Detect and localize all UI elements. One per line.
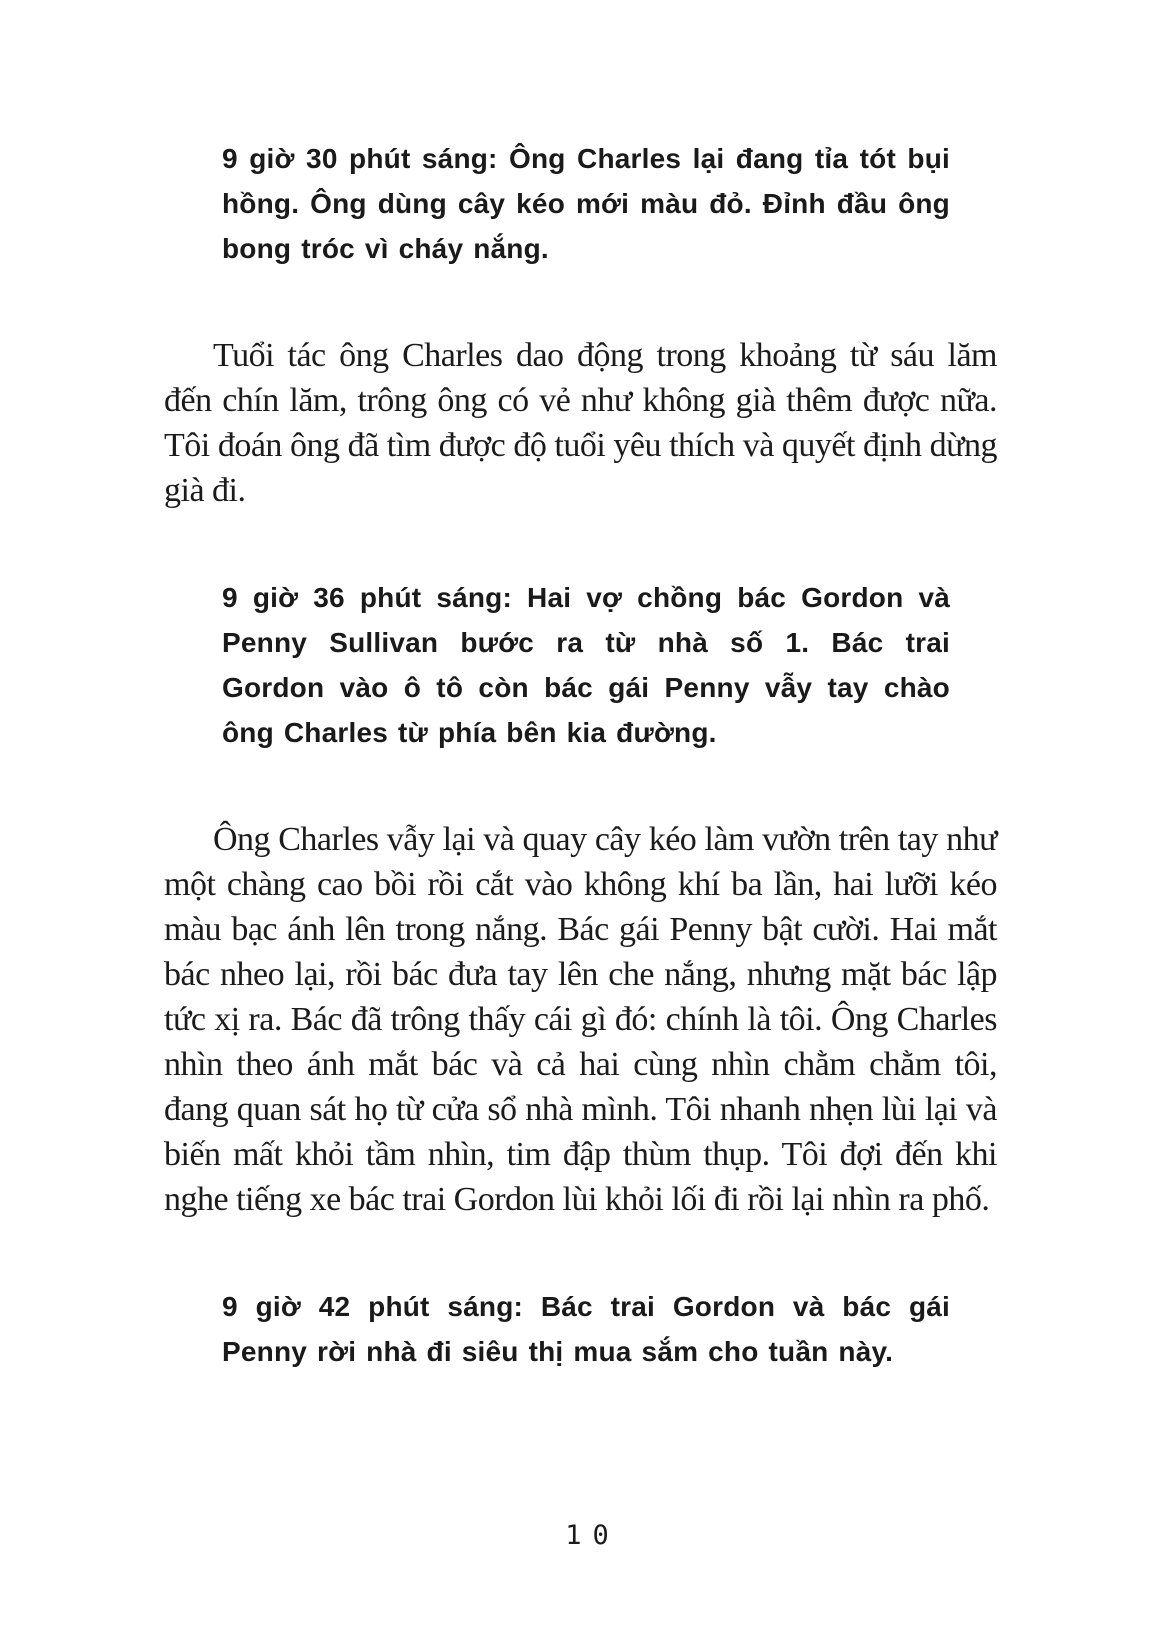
paragraph-narrative-charles-wave: Ông Charles vẫy lại và quay cây kéo làm vườn trên tay như một chàng cao bồi rồi cắt vào không khí ba lần, hai lưỡi kéo màu bạc ánh lên trong nắng. Bác gái Penny bật cười. Hai mắt bác nheo lại, rồi bác đưa tay lên che nắng, nhưng mặt bác lập tức xị ra. Bác đã trông thấy cái gì đó: chính là tôi. Ông Charles nhìn theo ánh mắt bác và cả hai cùng nhìn chằm chằm tôi, đang quan sát họ từ cửa sổ nhà mình. Tôi nhanh nhẹn lùi lại và biến mất khỏi tầm nhìn, tim đập thùm thụp. Tôi đợi đến khi nghe tiếng xe bác trai Gordon lùi khỏi lối đi rồi lại nhìn ra phố. <box>164 821 997 1218</box>
paragraph-timestamp-9-42: 9 giờ 42 phút sáng: Bác trai Gordon và bác gái Penny rời nhà đi siêu thị mua sắm cho tuần này. <box>222 1291 950 1367</box>
paragraph-timestamp-9-36: 9 giờ 36 phút sáng: Hai vợ chồng bác Gordon và Penny Sullivan bước ra từ nhà số 1. Bác trai Gordon vào ô tô còn bác gái Penny vẫy tay chào ông Charles từ phía bên kia đường. <box>222 582 950 748</box>
paragraph-timestamp-9-30: 9 giờ 30 phút sáng: Ông Charles lại đang tỉa tót bụi hồng. Ông dùng cây kéo mới màu đỏ. Đỉnh đầu ông bong tróc vì cháy nắng. <box>222 143 950 264</box>
page-number: 10 <box>565 1520 620 1551</box>
paragraph-narrative-charles-age: Tuổi tác ông Charles dao động trong khoảng từ sáu lăm đến chín lăm, trông ông có vẻ như không già thêm được nữa. Tôi đoán ông đã tìm được độ tuổi yêu thích và quyết định dừng già đi. <box>164 337 997 509</box>
